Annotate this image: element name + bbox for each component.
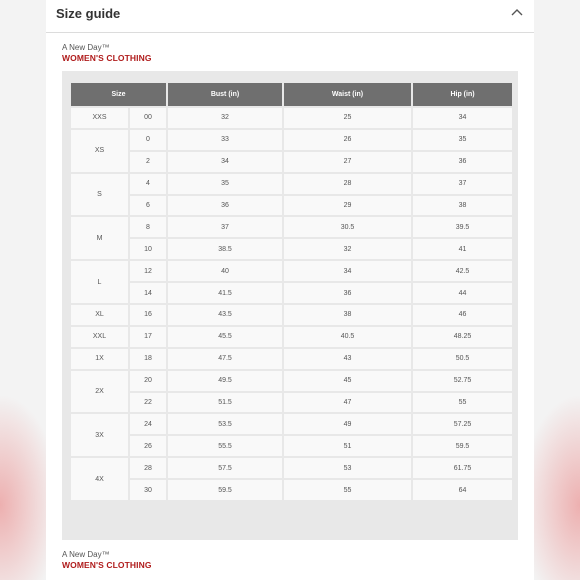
size-label-cell: 2X — [70, 370, 129, 414]
hip-cell: 46 — [412, 304, 513, 326]
bust-cell: 37 — [167, 216, 283, 238]
waist-cell: 45 — [283, 370, 412, 392]
hip-cell: 48.25 — [412, 326, 513, 348]
size-number-cell: 22 — [129, 392, 167, 414]
size-label-cell: XXS — [70, 107, 129, 129]
hip-cell: 42.5 — [412, 260, 513, 282]
size-number-cell: 26 — [129, 435, 167, 457]
table-row — [70, 216, 513, 238]
brand-category: WOMEN'S CLOTHING — [62, 53, 152, 63]
size-number-cell: 14 — [129, 282, 167, 304]
hip-cell: 38 — [412, 195, 513, 217]
size-number-cell: 16 — [129, 304, 167, 326]
size-number-cell: 28 — [129, 457, 167, 479]
hip-cell: 55 — [412, 392, 513, 414]
size-number-cell: 30 — [129, 479, 167, 501]
hip-cell: 64 — [412, 479, 513, 501]
bust-cell: 40 — [167, 260, 283, 282]
size-number-cell: 8 — [129, 216, 167, 238]
hip-cell: 37 — [412, 173, 513, 195]
size-table-container — [62, 71, 518, 540]
bust-cell: 41.5 — [167, 282, 283, 304]
waist-cell: 29 — [283, 195, 412, 217]
table-row — [70, 151, 513, 173]
size-table — [69, 81, 514, 502]
waist-cell: 30.5 — [283, 216, 412, 238]
size-number-cell: 0 — [129, 129, 167, 151]
bust-cell: 43.5 — [167, 304, 283, 326]
table-row — [70, 129, 513, 151]
hip-cell: 52.75 — [412, 370, 513, 392]
hip-cell: 44 — [412, 282, 513, 304]
waist-cell: 34 — [283, 260, 412, 282]
size-label-cell: 3X — [70, 413, 129, 457]
brand-category: WOMEN'S CLOTHING — [62, 560, 152, 570]
bust-cell: 47.5 — [167, 348, 283, 370]
brand-name: A New Day™ — [62, 550, 110, 559]
size-number-cell: 12 — [129, 260, 167, 282]
bust-cell: 36 — [167, 195, 283, 217]
size-label-cell: M — [70, 216, 129, 260]
size-guide-panel — [46, 0, 534, 580]
table-row — [70, 304, 513, 326]
waist-cell: 28 — [283, 173, 412, 195]
brand-name: A New Day™ — [62, 43, 110, 52]
bust-cell: 59.5 — [167, 479, 283, 501]
size-guide-title: Size guide — [56, 6, 121, 21]
waist-cell: 53 — [283, 457, 412, 479]
table-row — [70, 260, 513, 282]
size-table-header-row — [70, 82, 513, 107]
table-row — [70, 282, 513, 304]
hip-cell: 39.5 — [412, 216, 513, 238]
hip-cell: 34 — [412, 107, 513, 129]
size-label-cell: 4X — [70, 457, 129, 501]
bust-cell: 35 — [167, 173, 283, 195]
size-number-cell: 4 — [129, 173, 167, 195]
bust-cell: 57.5 — [167, 457, 283, 479]
table-row — [70, 479, 513, 501]
size-number-cell: 2 — [129, 151, 167, 173]
table-row — [70, 392, 513, 414]
table-row — [70, 348, 513, 370]
waist-cell: 26 — [283, 129, 412, 151]
table-row — [70, 413, 513, 435]
brand-heading-top — [62, 43, 152, 64]
hip-cell: 41 — [412, 238, 513, 260]
chevron-up-icon[interactable] — [510, 6, 524, 18]
size-label-cell: XXL — [70, 326, 129, 348]
waist-cell: 51 — [283, 435, 412, 457]
column-header: Waist (in) — [283, 82, 412, 107]
waist-cell: 25 — [283, 107, 412, 129]
hip-cell: 50.5 — [412, 348, 513, 370]
size-number-cell: 00 — [129, 107, 167, 129]
table-row — [70, 435, 513, 457]
hip-cell: 36 — [412, 151, 513, 173]
table-row — [70, 326, 513, 348]
waist-cell: 43 — [283, 348, 412, 370]
brand-heading-bottom — [62, 550, 152, 571]
size-number-cell: 24 — [129, 413, 167, 435]
hip-cell: 57.25 — [412, 413, 513, 435]
size-label-cell: L — [70, 260, 129, 304]
size-label-cell: XS — [70, 129, 129, 173]
waist-cell: 49 — [283, 413, 412, 435]
size-number-cell: 6 — [129, 195, 167, 217]
size-label-cell: XL — [70, 304, 129, 326]
bust-cell: 32 — [167, 107, 283, 129]
bust-cell: 49.5 — [167, 370, 283, 392]
table-row — [70, 457, 513, 479]
waist-cell: 40.5 — [283, 326, 412, 348]
hip-cell: 61.75 — [412, 457, 513, 479]
size-number-cell: 18 — [129, 348, 167, 370]
size-number-cell: 20 — [129, 370, 167, 392]
bust-cell: 53.5 — [167, 413, 283, 435]
hip-cell: 59.5 — [412, 435, 513, 457]
table-row — [70, 173, 513, 195]
size-label-cell: S — [70, 173, 129, 217]
column-header: Size — [70, 82, 167, 107]
waist-cell: 38 — [283, 304, 412, 326]
table-row — [70, 107, 513, 129]
waist-cell: 32 — [283, 238, 412, 260]
bust-cell: 33 — [167, 129, 283, 151]
column-header: Hip (in) — [412, 82, 513, 107]
table-row — [70, 238, 513, 260]
table-row — [70, 195, 513, 217]
bust-cell: 45.5 — [167, 326, 283, 348]
waist-cell: 27 — [283, 151, 412, 173]
size-number-cell: 10 — [129, 238, 167, 260]
column-header: Bust (in) — [167, 82, 283, 107]
waist-cell: 36 — [283, 282, 412, 304]
size-guide-header[interactable] — [46, 0, 534, 33]
table-row — [70, 370, 513, 392]
waist-cell: 47 — [283, 392, 412, 414]
bust-cell: 34 — [167, 151, 283, 173]
size-label-cell: 1X — [70, 348, 129, 370]
hip-cell: 35 — [412, 129, 513, 151]
bust-cell: 55.5 — [167, 435, 283, 457]
size-table-body — [70, 107, 513, 501]
size-number-cell: 17 — [129, 326, 167, 348]
bust-cell: 38.5 — [167, 238, 283, 260]
bust-cell: 51.5 — [167, 392, 283, 414]
waist-cell: 55 — [283, 479, 412, 501]
